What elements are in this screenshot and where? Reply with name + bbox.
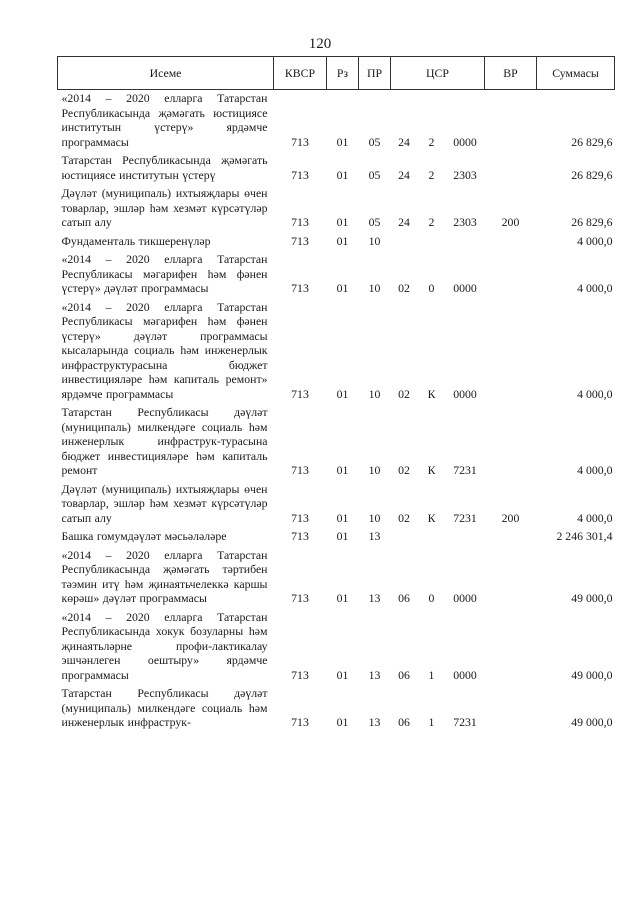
cell-csr2: 0 xyxy=(428,281,435,295)
cell-name: Фундаменталь тикшеренүләр xyxy=(61,233,211,248)
table-row xyxy=(58,528,615,547)
cell-csr3: 0000 xyxy=(453,667,477,682)
table-row xyxy=(58,547,615,609)
page-number: 120 xyxy=(308,36,332,52)
cell-rz: 01 xyxy=(336,715,349,729)
cell-csr1 xyxy=(391,528,418,547)
cell-csr3: 0000 xyxy=(453,591,477,605)
cell-csr1: 06 xyxy=(398,715,410,729)
cell-csr1: 02 xyxy=(398,510,410,525)
cell-pr: 10 xyxy=(368,510,381,525)
table-row xyxy=(58,299,615,405)
cell-pr: 13 xyxy=(368,667,381,682)
cell-name: Татарстан Республикасында җәмәгать юстициясе институтын үстерү xyxy=(61,153,268,182)
budget-table xyxy=(57,56,615,733)
cell-kvsr: 713 xyxy=(291,667,309,682)
cell-sum: 26 829,6 xyxy=(571,134,613,149)
cell-csr1: 02 xyxy=(398,386,410,401)
cell-csr2 xyxy=(418,233,446,252)
cell-csr3: 7231 xyxy=(453,463,477,477)
cell-kvsr: 713 xyxy=(291,167,309,182)
table-row xyxy=(58,90,615,153)
cell-sum: 4 000,0 xyxy=(577,510,613,525)
cell-pr: 05 xyxy=(368,167,381,182)
cell-name: Дәүләт (муниципаль) ихтыяҗлары өчен товарлар, эшләр һәм хезмәт күрсәтүләр сатып алу xyxy=(61,481,268,525)
cell-kvsr: 713 xyxy=(291,281,309,295)
cell-rz: 01 xyxy=(336,667,349,682)
cell-name: «2014 – 2020 елларга Татарстан Республикасы мәгарифен һәм фәнен үстерү» дәүләт программасы xyxy=(61,252,268,295)
cell-pr: 05 xyxy=(368,215,381,229)
cell-kvsr: 713 xyxy=(291,233,309,248)
cell-kvsr: 713 xyxy=(291,215,309,229)
cell-sum: 4 000,0 xyxy=(577,281,613,295)
cell-pr: 10 xyxy=(368,463,381,477)
header-pr: ПР xyxy=(359,57,391,90)
cell-csr1 xyxy=(391,233,418,252)
cell-rz: 01 xyxy=(336,167,349,182)
cell-kvsr: 713 xyxy=(291,134,309,149)
cell-kvsr: 713 xyxy=(291,591,309,605)
cell-sum: 49 000,0 xyxy=(571,591,613,605)
cell-pr: 10 xyxy=(368,386,381,401)
cell-vr: 200 xyxy=(501,215,520,229)
cell-rz: 01 xyxy=(336,386,349,401)
cell-name: «2014 – 2020 елларга Татарстан Республикасында җәмәгать тәртибен тәэмин итү һәм җинаятьчелеккә каршы көрәш» дәүләт программасы xyxy=(61,547,268,605)
cell-csr3: 2303 xyxy=(453,167,477,182)
table-row xyxy=(58,404,615,481)
header-rz: Рз xyxy=(327,57,359,90)
cell-name: «2014 – 2020 елларга Татарстан Республикасы мәгарифен һәм фәнен үстерү» дәүләт программасы кысаларында социаль һәм инженерлык инфраструктурасына бюджет инвестицияләре һәм капиталь ремонт» ярдәмче программасы xyxy=(61,299,268,401)
cell-csr2: 2 xyxy=(428,215,435,229)
table-row xyxy=(58,185,615,233)
cell-sum: 49 000,0 xyxy=(571,667,613,682)
cell-pr: 05 xyxy=(368,134,381,149)
cell-kvsr: 713 xyxy=(291,463,309,477)
cell-sum: 4 000,0 xyxy=(577,386,613,401)
cell-name: Башка гомумдәүләт мәсьәләләре xyxy=(61,529,227,543)
cell-rz: 01 xyxy=(336,529,349,543)
cell-csr2 xyxy=(418,528,446,547)
table-row xyxy=(58,152,615,185)
cell-csr2: 1 xyxy=(428,667,435,682)
cell-pr: 13 xyxy=(368,529,381,543)
cell-pr: 13 xyxy=(368,715,381,729)
cell-rz: 01 xyxy=(336,134,349,149)
header-name: Исеме xyxy=(58,57,274,90)
cell-name: «2014 – 2020 елларга Татарстан Республикасында хокук бозуларны һәм җинаятьләрне профи-лактикалау эшчәнлеген оештыру» ярдәмче программасы xyxy=(61,609,268,682)
cell-csr3: 7231 xyxy=(453,510,477,525)
cell-vr xyxy=(485,685,537,733)
cell-sum: 4 000,0 xyxy=(577,463,613,477)
cell-kvsr: 713 xyxy=(291,715,309,729)
cell-csr2: К xyxy=(427,463,436,477)
cell-pr: 10 xyxy=(368,281,381,295)
cell-vr xyxy=(485,152,537,185)
cell-kvsr: 713 xyxy=(291,510,309,525)
cell-rz: 01 xyxy=(336,591,349,605)
cell-csr1: 24 xyxy=(398,134,410,149)
header-vr: ВР xyxy=(485,57,537,90)
cell-kvsr: 713 xyxy=(291,529,309,543)
cell-pr: 13 xyxy=(368,591,381,605)
cell-sum: 26 829,6 xyxy=(571,167,613,182)
cell-vr xyxy=(485,609,537,686)
cell-csr3 xyxy=(446,233,485,252)
cell-vr: 200 xyxy=(501,510,520,525)
cell-sum: 49 000,0 xyxy=(571,715,613,729)
cell-csr1: 06 xyxy=(398,591,410,605)
cell-vr xyxy=(485,90,537,153)
table-row xyxy=(58,233,615,252)
cell-sum: 2 246 301,4 xyxy=(556,529,613,543)
cell-csr1: 02 xyxy=(398,281,410,295)
cell-name: Татарстан Республикасы дәүләт (муниципаль) милкендәге социаль һәм инженерлык инфраструк- xyxy=(61,686,268,729)
cell-rz: 01 xyxy=(336,233,349,248)
cell-csr2: К xyxy=(427,386,436,401)
cell-sum: 4 000,0 xyxy=(577,233,613,248)
cell-csr1: 24 xyxy=(398,215,410,229)
header-csr: ЦСР xyxy=(391,57,485,90)
table-row xyxy=(58,609,615,686)
cell-csr3: 0000 xyxy=(453,386,477,401)
cell-csr1: 02 xyxy=(398,463,410,477)
cell-csr2: 2 xyxy=(428,167,435,182)
cell-csr3: 2303 xyxy=(453,215,477,229)
cell-csr2: 1 xyxy=(428,715,435,729)
cell-csr3 xyxy=(446,528,485,547)
cell-name: «2014 – 2020 елларга Татарстан Республикасында җәмәгать юстициясе институтын үстерү» ярдәмче программасы xyxy=(61,91,268,149)
cell-vr xyxy=(485,528,537,547)
table-row xyxy=(58,251,615,299)
cell-csr3: 0000 xyxy=(453,281,477,295)
table-row xyxy=(58,685,615,733)
cell-csr3: 7231 xyxy=(453,715,477,729)
cell-pr: 10 xyxy=(368,233,381,248)
cell-name: Дәүләт (муниципаль) ихтыяҗлары өчен товарлар, эшләр һәм хезмәт күрсәтүләр сатып алу xyxy=(61,186,268,229)
cell-rz: 01 xyxy=(336,215,349,229)
cell-name: Татарстан Республикасы дәүләт (муниципаль) милкендәге социаль һәм инженерлык инфраструк-турасына бюджет инвестицияләре һәм капиталь ремонт xyxy=(61,405,268,477)
cell-rz: 01 xyxy=(336,463,349,477)
cell-vr xyxy=(485,233,537,252)
cell-csr3: 0000 xyxy=(453,134,477,149)
cell-rz: 01 xyxy=(336,510,349,525)
cell-kvsr: 713 xyxy=(291,386,309,401)
cell-vr xyxy=(485,547,537,609)
cell-csr1: 24 xyxy=(398,167,410,182)
cell-vr xyxy=(485,299,537,405)
cell-rz: 01 xyxy=(336,281,349,295)
cell-csr2: К xyxy=(427,510,436,525)
cell-vr xyxy=(485,404,537,481)
table-row xyxy=(58,481,615,529)
cell-sum: 26 829,6 xyxy=(571,215,613,229)
header-sum: Суммасы xyxy=(537,57,615,90)
header-kvsr: КВСР xyxy=(274,57,327,90)
table-body xyxy=(58,90,615,733)
cell-vr xyxy=(485,251,537,299)
cell-csr1: 06 xyxy=(398,667,410,682)
cell-csr2: 0 xyxy=(428,591,435,605)
table-header-row xyxy=(58,57,615,90)
cell-csr2: 2 xyxy=(428,134,435,149)
